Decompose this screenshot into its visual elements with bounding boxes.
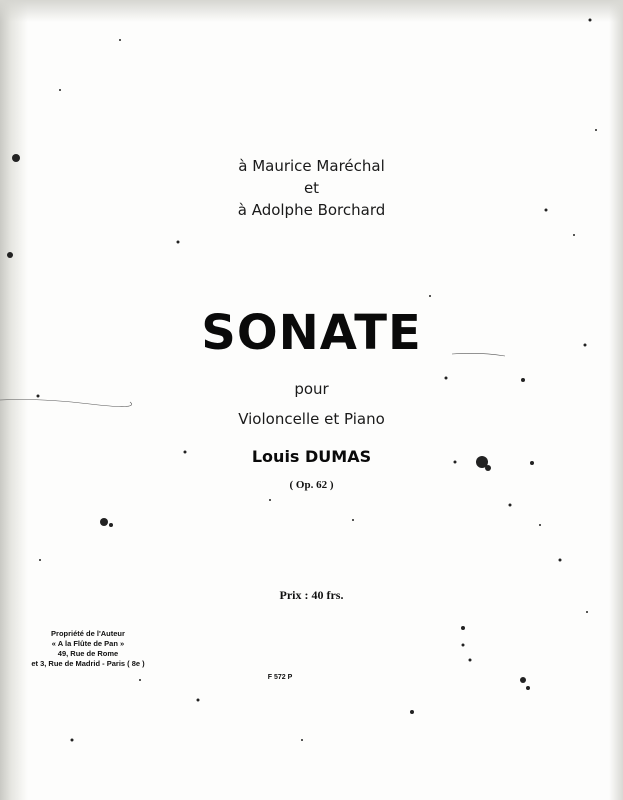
catalog-number: F 572 P <box>267 674 293 681</box>
publisher-line-2: « A la Flûte de Pan » <box>51 639 125 648</box>
publisher-line-4: et 3, Rue de Madrid - Paris ( 8e ) <box>31 659 145 668</box>
subtitle-instruments: Violoncelle et Piano <box>238 410 385 428</box>
publisher-block <box>24 629 152 669</box>
dedication-line-3: à Adolphe Borchard <box>237 201 386 219</box>
dedication-line-1: à Maurice Maréchal <box>238 157 385 175</box>
dedication-line-2: et <box>303 179 320 197</box>
page-title: SONATE <box>201 305 422 361</box>
publisher-line-1: Propriété de l'Auteur <box>51 629 125 638</box>
publisher-line-3: 49, Rue de Rome <box>57 649 119 658</box>
composer-name: Louis DUMAS <box>251 447 372 466</box>
subtitle-pour: pour <box>294 380 329 398</box>
price-label: Prix : 40 frs. <box>279 588 344 602</box>
opus-number: ( Op. 62 ) <box>289 479 334 491</box>
